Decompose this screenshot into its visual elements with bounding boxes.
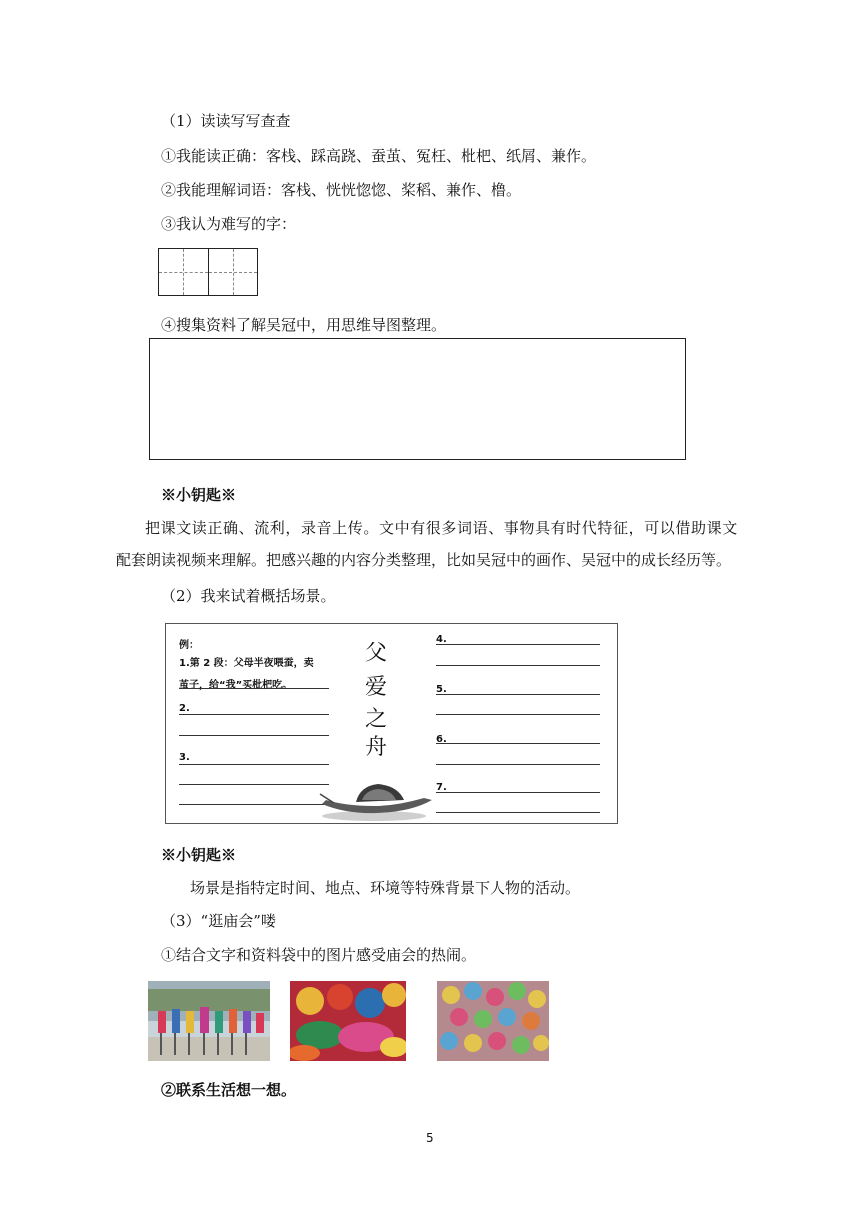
tip1-line2: 配套朗读视频来理解。把感兴趣的内容分类整理，比如吴冠中的画作、吴冠中的成长经历等。 xyxy=(116,551,732,569)
section3-heading: （3）“逛庙会”喽 xyxy=(161,912,276,930)
answer-line[interactable] xyxy=(179,714,329,715)
writing-cell[interactable] xyxy=(159,249,208,295)
example-underline xyxy=(179,688,329,689)
card-title-char: 父 xyxy=(365,641,388,666)
section1-item-understand: ②我能理解词语：客栈、恍恍惚惚、桨稻、兼作、橹。 xyxy=(161,181,522,199)
section1-item-hard-chars: ③我认为难写的字： xyxy=(161,215,297,233)
boat-image xyxy=(316,776,436,824)
section1-item-mindmap: ④搜集资料了解吴冠中，用思维导图整理。 xyxy=(161,316,447,334)
pinwheels-photo xyxy=(437,981,549,1061)
scene-number-7: 7. xyxy=(436,782,447,793)
answer-line[interactable] xyxy=(436,792,600,793)
card-title-char: 爱 xyxy=(365,675,388,700)
answer-line[interactable] xyxy=(179,804,329,805)
scene-number-5: 5. xyxy=(436,684,447,695)
scene-number-4: 4. xyxy=(436,634,447,645)
tiger-toys-photo xyxy=(290,981,406,1061)
answer-line[interactable] xyxy=(436,812,600,813)
answer-line[interactable] xyxy=(436,665,600,666)
tip1-line1: 把课文读正确、流利，录音上传。文中有很多词语、事物具有时代特征，可以借助课文 xyxy=(145,519,738,537)
answer-line[interactable] xyxy=(179,764,329,765)
answer-line[interactable] xyxy=(436,694,600,695)
tip2-title: ※小钥匙※ xyxy=(161,846,237,864)
section3-item-feel: ①结合文字和资料袋中的图片感受庙会的热闹。 xyxy=(161,946,477,964)
writing-cell[interactable] xyxy=(208,249,257,295)
card-title-char: 舟 xyxy=(365,735,388,760)
answer-line[interactable] xyxy=(179,735,329,736)
card-title-char: 之 xyxy=(365,707,388,732)
writing-grid[interactable] xyxy=(158,248,258,296)
tip2-line1: 场景是指特定时间、地点、环境等特殊背景下人物的活动。 xyxy=(190,879,581,897)
page-number: 5 xyxy=(426,1131,434,1145)
example-line2: 茧子，给“我”买枇杷吃。 xyxy=(179,680,293,691)
tip1-title: ※小钥匙※ xyxy=(161,486,237,504)
scene-summary-card xyxy=(165,623,618,824)
answer-line[interactable] xyxy=(436,764,600,765)
scene-number-3: 3. xyxy=(179,752,190,763)
section3-item-life: ②联系生活想一想。 xyxy=(161,1081,297,1099)
answer-line[interactable] xyxy=(436,644,600,645)
answer-line[interactable] xyxy=(436,714,600,715)
answer-line[interactable] xyxy=(436,743,600,744)
section1-item-read: ①我能读正确：客栈、踩高跷、蚕茧、冤枉、枇杷、纸屑、兼作。 xyxy=(161,147,597,165)
section2-heading: （2）我来试着概括场景。 xyxy=(161,587,336,605)
stilt-walkers-photo xyxy=(148,981,270,1061)
section1-heading: （1）读读写写查查 xyxy=(161,112,291,130)
scene-number-2: 2. xyxy=(179,703,190,714)
answer-line[interactable] xyxy=(179,784,329,785)
scene-number-6: 6. xyxy=(436,734,447,745)
example-line1: 1.第 2 段：父母半夜喂蚕，卖 xyxy=(179,658,314,669)
mindmap-answer-box[interactable] xyxy=(149,338,686,460)
example-label: 例： xyxy=(179,640,199,651)
